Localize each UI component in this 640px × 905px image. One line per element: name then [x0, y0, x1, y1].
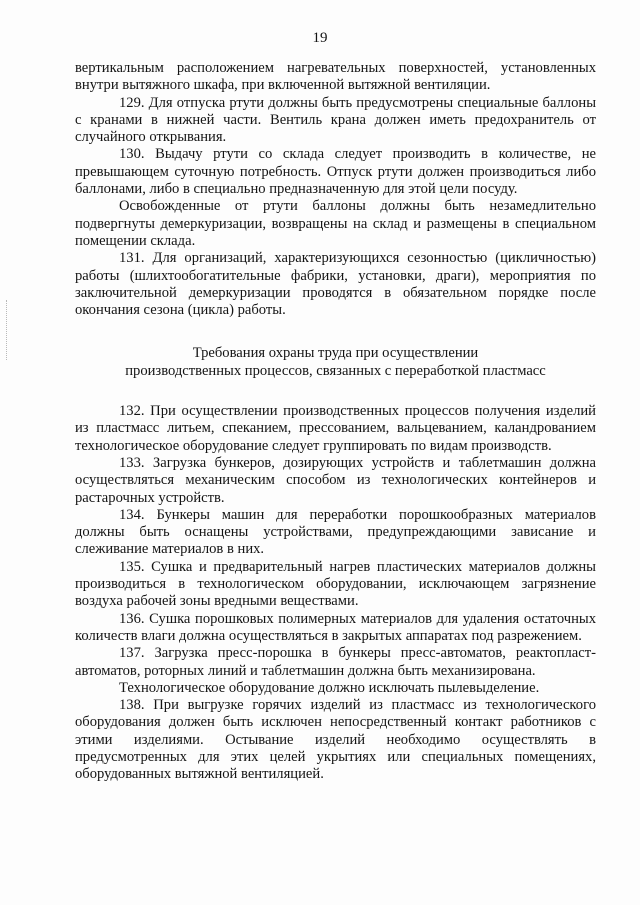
document-body: [75, 60, 596, 784]
paragraph-continuation: вертикальным расположением нагревательных поверхностей, установленных внутри вытяжного шкафа, при включенной вытяжной вентиляции.: [75, 60, 596, 94]
scan-edge-marks: [6, 300, 9, 360]
section-heading: [75, 345, 596, 380]
paragraph-133: 133. Загрузка бункеров, дозирующих устройств и таблетмашин должна осуществляться механическим способом из технологических контейнеров и растарочных устройств.: [75, 454, 596, 506]
paragraph-134: 134. Бункеры машин для переработки порошкообразных материалов должны быть оснащены устройствами, предупреждающими зависание и слеживание материалов в них.: [75, 506, 596, 558]
page-number: 19: [312, 30, 328, 46]
section-heading-line-1: Требования охраны труда при осуществлении: [192, 345, 479, 362]
paragraph-137-cont: Технологическое оборудование должно исключать пылевыделение.: [119, 679, 540, 696]
paragraph-130: 130. Выдачу ртути со склада следует производить в количестве, не превышающем суточную потребность. Отпуск ртути должен производиться либо баллонами, либо в специально предназначенную для этой цели посуду.: [75, 146, 596, 198]
paragraph-132: 132. При осуществлении производственных процессов получения изделий из пластмасс литьем, спеканием, прессованием, вальцеванием, каландрованием технологическое оборудование следует группировать по видам производств.: [75, 403, 596, 454]
paragraph-131: 131. Для организаций, характеризующихся сезонностью (цикличностью) работы (шлихтообогатительные фабрики, установки, драги), мероприятия по заключительной демеркуризации проводятся в обязательном порядке после окончания сезона (цикла) работы.: [75, 250, 596, 319]
paragraph-138: 138. При выгрузке горячих изделий из пластмасс из технологического оборудования должен быть исключен непосредственный контакт работников с этими изделиями. Остывание изделий необходимо осуществлять в предусмотренных для этих целей укрытиях или специальных помещениях, оборудованных вытяжной вентиляцией.: [75, 697, 596, 783]
paragraph-136: 136. Сушка порошковых полимерных материалов для удаления остаточных количеств влаги должна осуществляться в закрытых аппаратах под разрежением.: [75, 610, 596, 644]
paragraph-137: 137. Загрузка пресс-порошка в бункеры пресс-автоматов, реактопласт-автоматов, роторных линий и таблетмашин должна быть механизирована.: [75, 645, 596, 679]
section-heading-line-2: производственных процессов, связанных с переработкой пластмасс: [125, 362, 546, 379]
paragraph-135: 135. Сушка и предварительный нагрев пластических материалов должны производиться в технологическом оборудовании, исключающем загрязнение воздуха рабочей зоны вредными веществами.: [75, 558, 596, 610]
paragraph-129: 129. Для отпуска ртути должны быть предусмотрены специальные баллоны с кранами в нижней части. Вентиль крана должен иметь предохранитель от случайного открывания.: [75, 94, 596, 146]
paragraph-130-cont: Освобожденные от ртути баллоны должны быть незамедлительно подвергнуты демеркуризации, возвращены на склад и размещены в специальном помещении склада.: [75, 198, 596, 249]
